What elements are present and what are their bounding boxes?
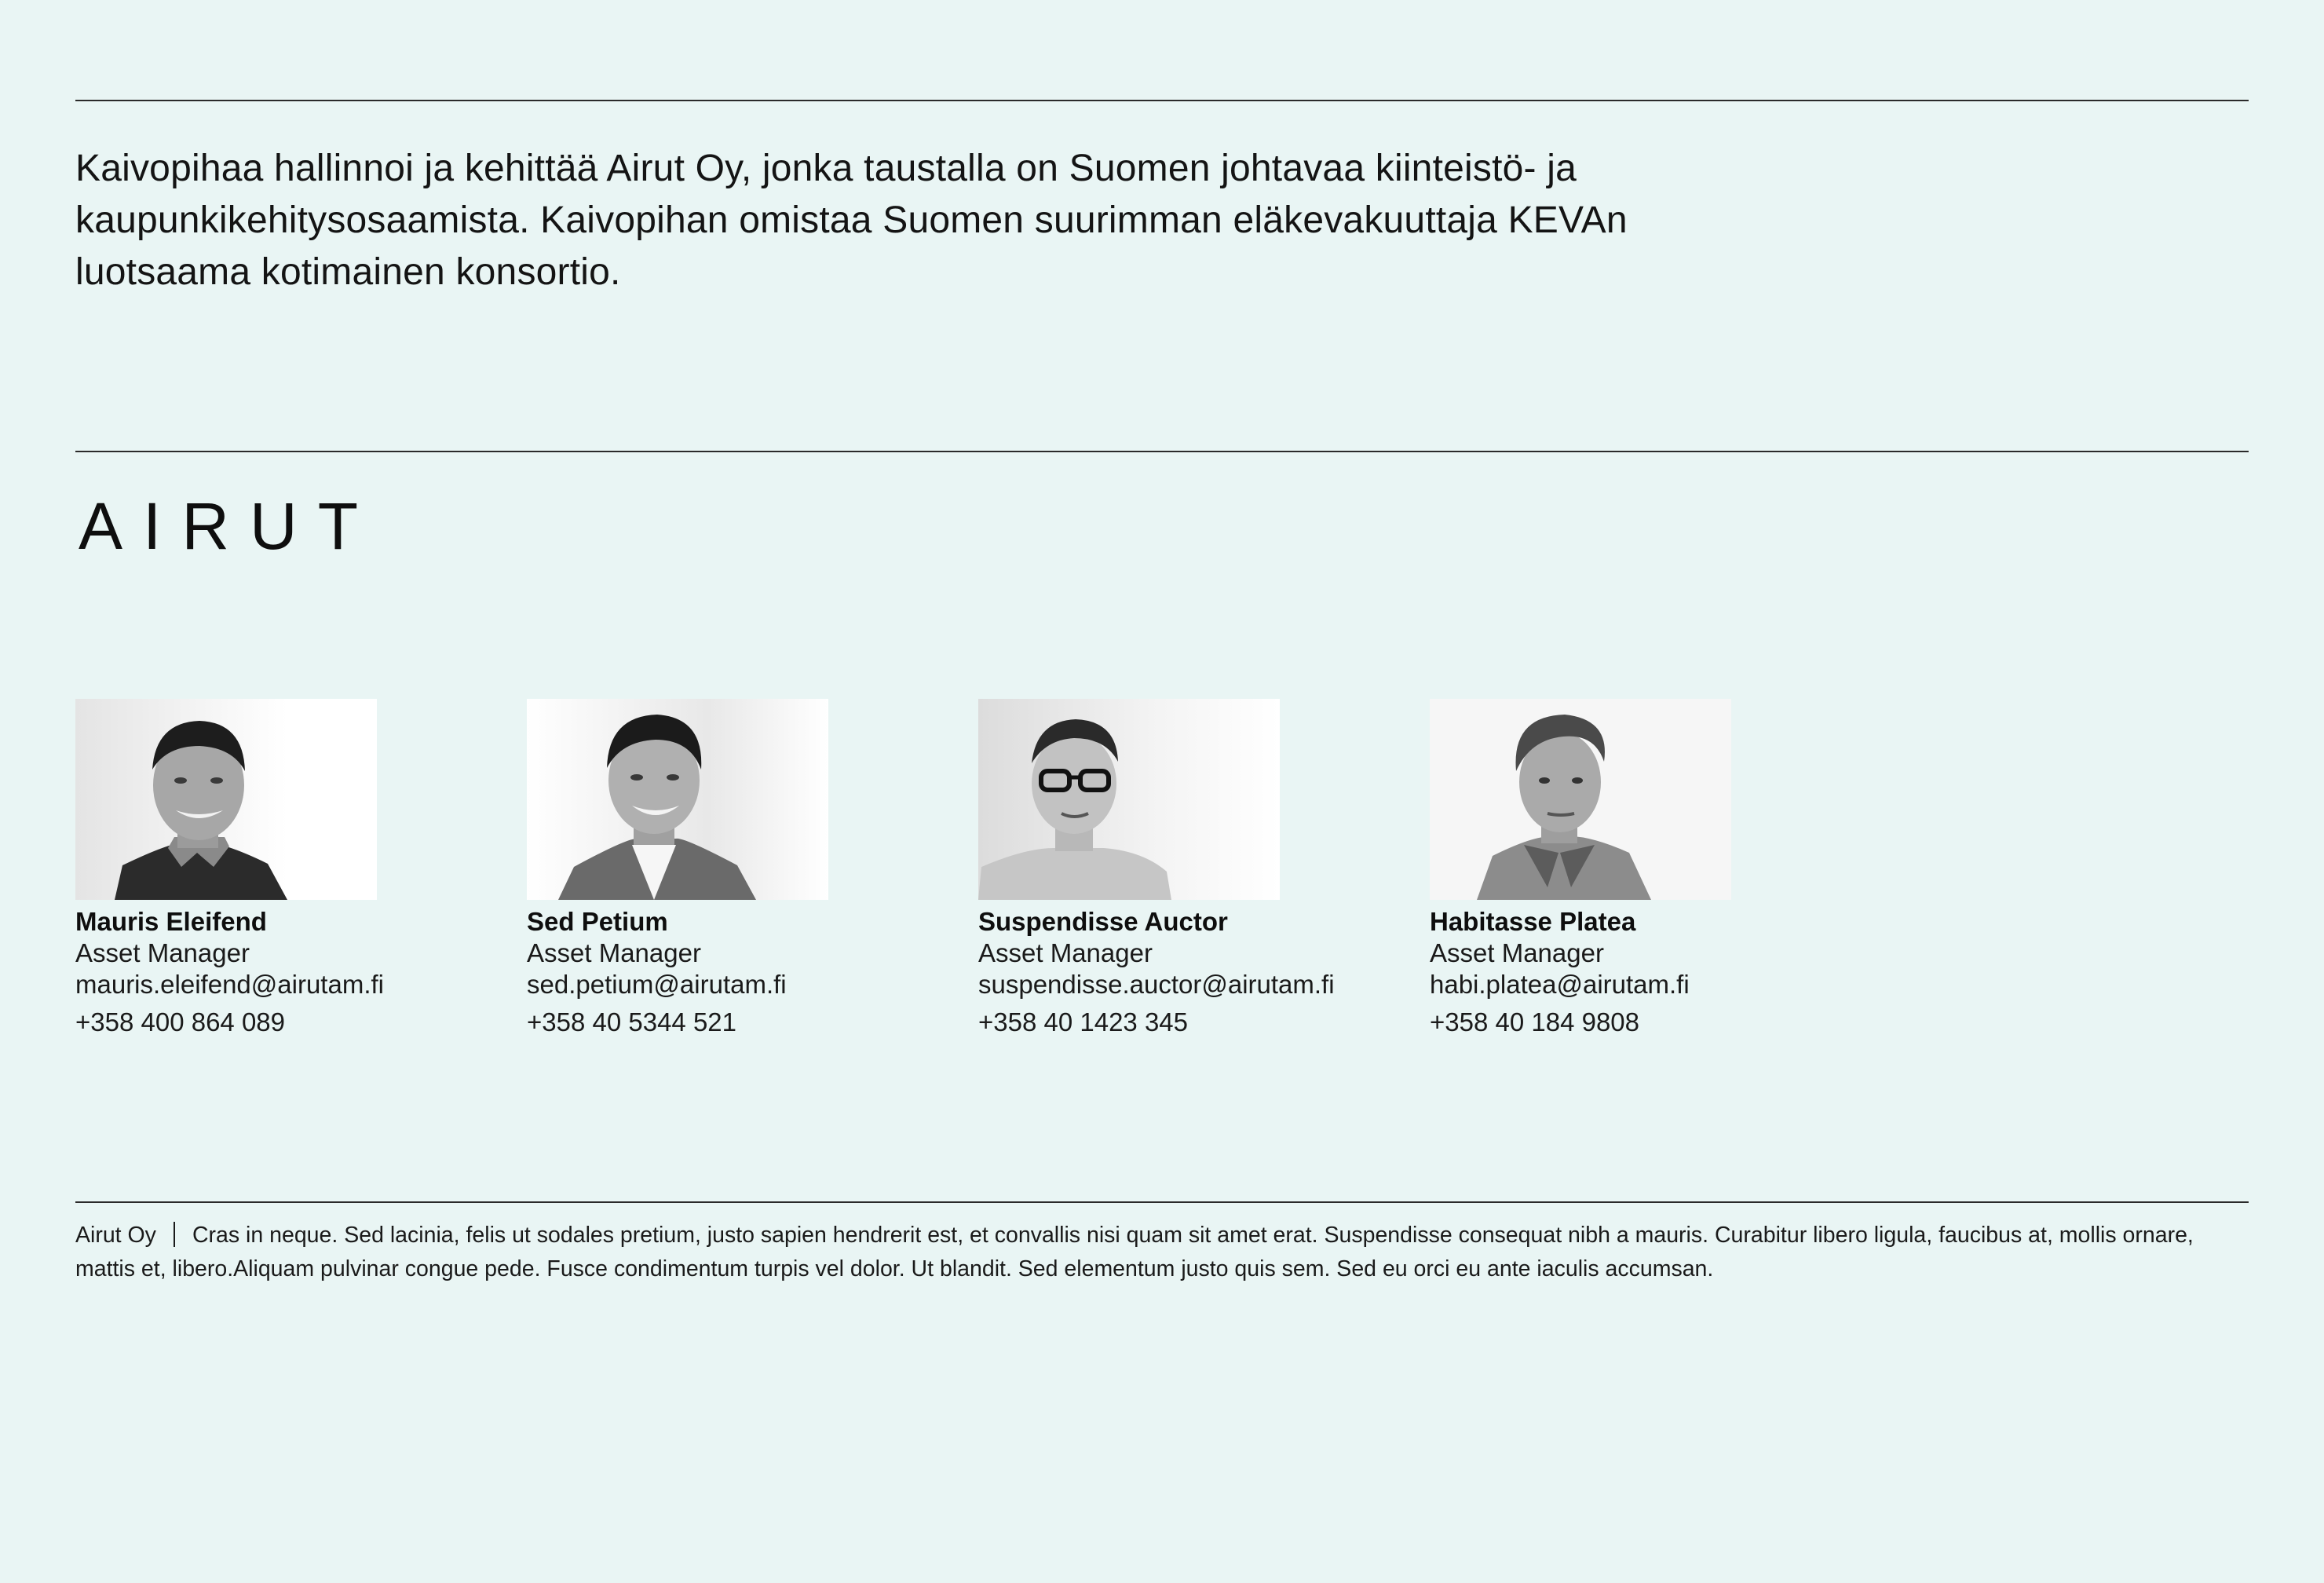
contact-email[interactable]: mauris.eleifend@airutam.fi	[75, 970, 384, 999]
contact-name: Habitasse Platea	[1430, 907, 1636, 936]
contact-card-suspendisse	[978, 699, 1418, 1038]
contact-title: Asset Manager	[1430, 938, 1604, 967]
contact-card-sed	[527, 699, 967, 1038]
contact-phone[interactable]: +358 40 184 9808	[1430, 1007, 1640, 1036]
contact-card-habitasse	[1430, 699, 1869, 1038]
contact-phone[interactable]: +358 40 5344 521	[527, 1007, 737, 1036]
contact-title: Asset Manager	[978, 938, 1153, 967]
brand-divider	[75, 451, 2249, 452]
contact-phone[interactable]: +358 400 864 089	[75, 1007, 286, 1036]
footer-company: Airut Oy	[75, 1223, 156, 1248]
footer-divider	[75, 1201, 2249, 1203]
contact-photo-sed	[527, 699, 828, 900]
footer-text-block	[75, 1219, 2258, 1286]
contact-list	[75, 699, 1881, 1052]
contact-photo-habitasse	[1430, 699, 1731, 900]
contact-email[interactable]: suspendisse.auctor@airutam.fi	[978, 970, 1335, 999]
contact-name: Mauris Eleifend	[75, 907, 267, 936]
contact-name: Suspendisse Auctor	[978, 907, 1228, 936]
contact-email[interactable]: habi.platea@airutam.fi	[1430, 970, 1690, 999]
contact-email[interactable]: sed.petium@airutam.fi	[527, 970, 787, 999]
contact-photo-mauris	[75, 699, 377, 900]
footer-body: Cras in neque. Sed lacinia, felis ut sodales pretium, justo sapien hendrerit est, et convallis nisi quam sit amet erat. Suspendisse consequat nibh a mauris. Curabitur libero ligula, faucibus at, mollis ornare, mattis et, libero.Aliquam pulvinar congue pede. Fusce condimentum turpis vel dolor. Ut blandit. Sed elementum justo quis sem. Sed eu orci eu ante iaculis accumsan.	[75, 1223, 2194, 1281]
contact-phone[interactable]: +358 40 1423 345	[978, 1007, 1189, 1036]
contact-title: Asset Manager	[527, 938, 701, 967]
airut-logo: AIRUT	[79, 489, 378, 563]
contact-photo-suspendisse	[978, 699, 1280, 900]
contact-name: Sed Petium	[527, 907, 668, 936]
footer-separator	[174, 1222, 175, 1247]
contact-title: Asset Manager	[75, 938, 250, 967]
intro-paragraph: Kaivopihaa hallinnoi ja kehittää Airut Oy, jonka taustalla on Suomen johtavaa kiinteistö- ja kaupunkikehitysosaamista. Kaivopihan omistaa Suomen suurimman eläkevakuuttaja KEVAn luotsaama kotimainen konsortio.	[75, 148, 1628, 293]
top-divider	[75, 100, 2249, 101]
contact-card-mauris	[75, 699, 515, 1038]
